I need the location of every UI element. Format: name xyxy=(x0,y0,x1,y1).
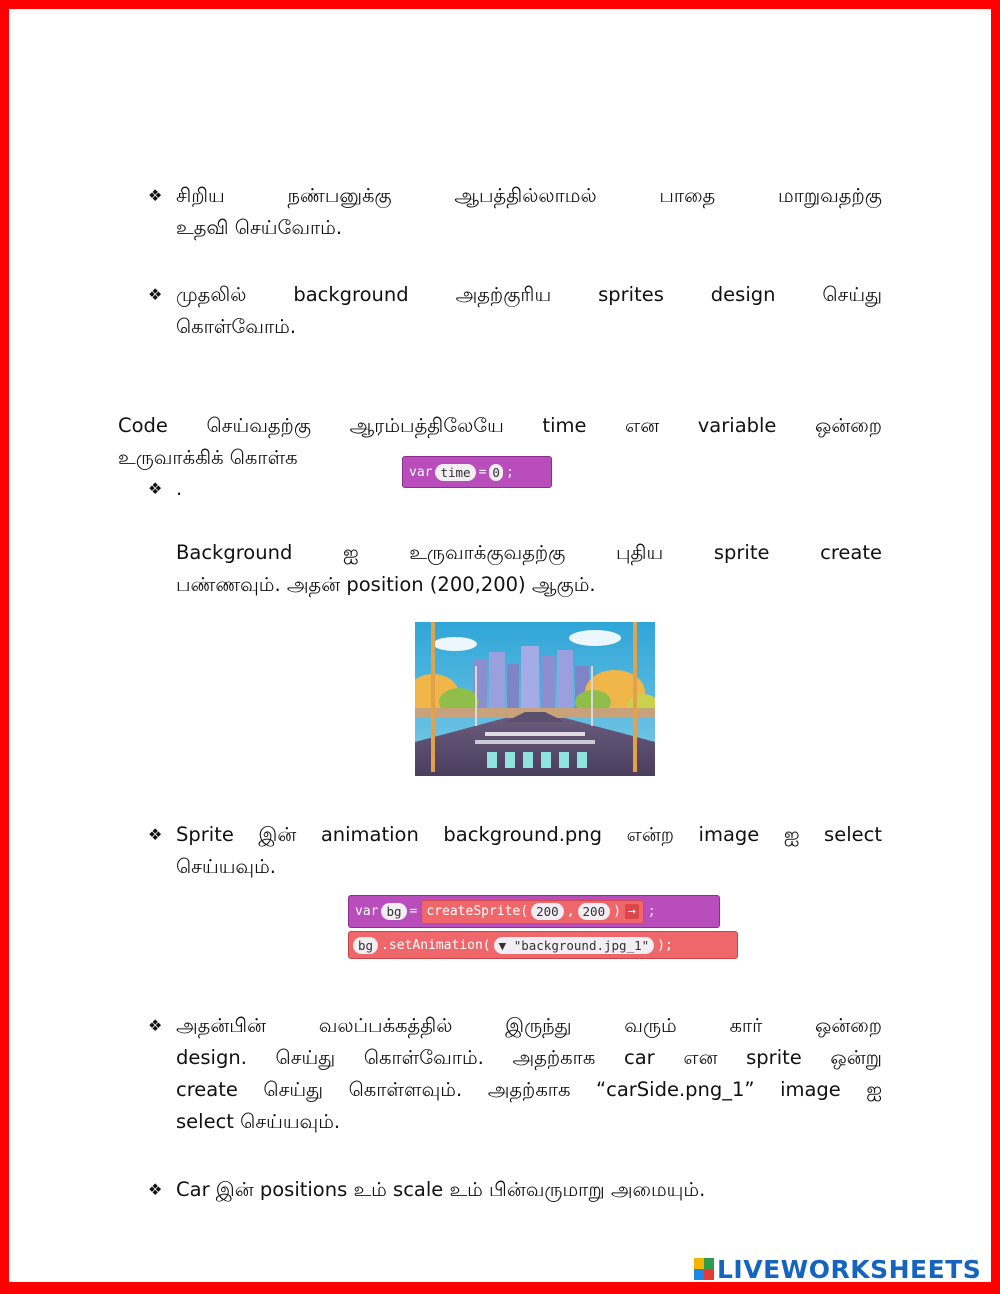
dropdown-arrow-icon: ▼ xyxy=(498,937,507,953)
paragraph-5-line-2: செய்யவும். xyxy=(176,855,276,878)
bullet-icon: ❖ xyxy=(148,1016,163,1035)
variable-name-pill[interactable]: bg xyxy=(381,903,406,920)
paragraph-6-line-3: create செய்து கொள்ளவும். அதற்காக “carSide.png_1” image ஐ xyxy=(176,1078,882,1101)
variable-name-pill[interactable]: time xyxy=(435,464,475,481)
bullet-icon: ❖ xyxy=(148,825,163,844)
paragraph-5-line-1: Sprite இன் animation background.png என்ற image ஐ select xyxy=(176,823,882,846)
var-block[interactable] xyxy=(402,456,552,488)
x-value-pill[interactable]: 200 xyxy=(531,903,564,920)
paragraph-3-line-1: Code செய்வதற்கு ஆரம்பத்திலேயே time என variable ஒன்றை xyxy=(118,414,882,437)
object-name-pill[interactable]: bg xyxy=(353,937,378,954)
bullet-icon: ❖ xyxy=(148,1180,163,1199)
paragraph-3-dot: . xyxy=(176,477,183,500)
paragraph-2 xyxy=(176,279,882,343)
bullet-icon: ❖ xyxy=(148,285,163,304)
paragraph-4-line-2: பண்ணவும். அதன் position (200,200) ஆகும். xyxy=(176,573,596,596)
animation-value: "background.jpg_1" xyxy=(513,937,650,953)
paragraph-2-line-1: முதலில் background அதற்குரிய sprites design செய்து xyxy=(176,283,882,306)
liveworksheets-logo xyxy=(694,1253,981,1285)
paragraph-7-line-1: Car இன் positions உம் scale உம் பின்வருமாறு அமையும். xyxy=(176,1178,706,1201)
logo-text: LIVEWORKSHEETS xyxy=(717,1254,982,1284)
var-keyword: var xyxy=(355,904,379,919)
function-name: createSprite xyxy=(426,904,521,919)
paragraph-2-line-2: கொள்வோம். xyxy=(176,315,297,338)
var-bg-block[interactable] xyxy=(348,895,720,928)
method-name: .setAnimation( xyxy=(381,937,491,953)
background-street-image xyxy=(415,622,655,776)
paragraph-4 xyxy=(176,537,882,601)
paragraph-6-line-2: design. செய்து கொள்வோம். அதற்காக car என sprite ஒன்று xyxy=(176,1046,882,1069)
paragraph-6 xyxy=(176,1010,882,1138)
code-block-var-time[interactable] xyxy=(402,456,552,488)
value-pill[interactable]: 0 xyxy=(489,464,503,481)
set-animation-block[interactable] xyxy=(348,931,738,959)
paragraph-1-line-1: சிறிய நண்பனுக்கு ஆபத்தில்லாமல் பாதை மாறுவதற்கு xyxy=(176,184,882,207)
code-block-create-sprite[interactable] xyxy=(348,895,738,959)
semicolon: ; xyxy=(505,464,514,480)
equals-sign: = xyxy=(409,904,418,919)
close-paren: ) xyxy=(613,904,621,919)
equals-sign: = xyxy=(478,464,487,480)
paragraph-6-line-4: select செய்யவும். xyxy=(176,1110,341,1133)
logo-grid-icon xyxy=(694,1258,714,1280)
y-value-pill[interactable]: 200 xyxy=(578,903,611,920)
bullet-icon: ❖ xyxy=(148,479,163,498)
create-sprite-block[interactable]: createSprite ( 200 , 200 ) → xyxy=(421,900,643,924)
paragraph-1-line-2: உதவி செய்வோம். xyxy=(176,216,343,239)
statement-end: ); xyxy=(657,937,673,953)
paragraph-1 xyxy=(176,180,882,244)
bullet-icon: ❖ xyxy=(148,186,163,205)
paragraph-3-line-2: உருவாக்கிக் கொள்க xyxy=(118,446,298,469)
paragraph-6-line-1: அதன்பின் வலப்பக்கத்தில் இருந்து வரும் கார் ஒன்றை xyxy=(176,1014,882,1037)
paragraph-7 xyxy=(176,1174,882,1206)
animation-dropdown[interactable] xyxy=(494,937,655,954)
paragraph-4-line-1: Background ஐ உருவாக்குவதற்கு புதிய sprite create xyxy=(176,541,882,564)
arrow-icon[interactable]: → xyxy=(625,904,639,919)
paragraph-5 xyxy=(176,819,882,883)
semicolon: ; xyxy=(647,904,656,919)
var-keyword: var xyxy=(409,464,433,480)
